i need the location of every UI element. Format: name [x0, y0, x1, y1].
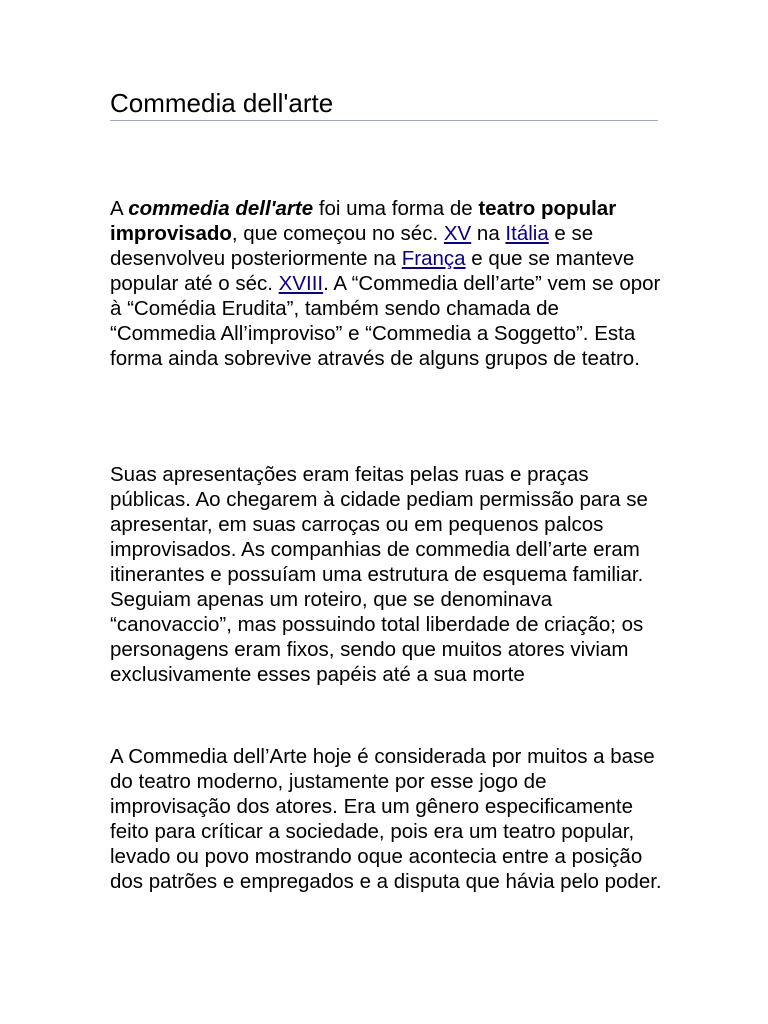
link-xviii[interactable]: XVIII	[278, 272, 324, 295]
intro-text-5: e se desenvolveu posteriormente na	[110, 222, 594, 270]
paragraph-teatro-moderno: A Commedia dell’Arte hoje é considerada por muitos a base do teatro moderno, justamente por esse jogo de improvisação dos atores. Era um gênero especificamente feito para críticar a sociedade, pois era um teatro popular, levado ou povo mostrando oque acontecia entre a posição dos patrões e empregados e a disputa que hávia pelo poder.	[110, 745, 662, 893]
intro-term-teatro: teatro popular improvisado	[110, 197, 617, 245]
link-franca[interactable]: França	[401, 247, 466, 270]
intro-text-3: , que começou no séc.	[231, 222, 444, 245]
intro-text-7: . A “Commedia dell’arte” vem se opor à “Comédia Erudita”, também sendo chamada de “Commedia All’improviso” e “Commedia a Soggetto”. Esta forma ainda sobrevive através de alguns grupos de teatro.	[110, 272, 661, 370]
intro-term-commedia: commedia dell'arte	[128, 197, 314, 220]
page-title: Commedia dell'arte	[110, 88, 334, 118]
link-xv[interactable]: XV	[443, 222, 472, 245]
intro-text-1: A	[110, 197, 129, 220]
intro-text-4: na	[471, 222, 506, 245]
paragraph-apresentacoes: Suas apresentações eram feitas pelas ruas e praças públicas. Ao chegarem à cidade pediam permissão para se apresentar, em suas carroças ou em pequenos palcos improvisados. As companhias de commedia dell’arte eram itinerantes e possuíam uma estrutura de esquema familiar. Seguiam apenas um roteiro, que se denominava “canovaccio”, mas possuindo total liberdade de criação; os personagens eram fixos, sendo que muitos atores viviam exclusivamente esses papéis até a sua morte	[110, 463, 648, 686]
title-divider	[110, 120, 658, 121]
link-italia[interactable]: Itália	[505, 222, 549, 245]
paragraph-intro	[110, 196, 662, 371]
intro-text-2: foi uma forma de	[313, 197, 479, 220]
intro-text-6: e que se manteve popular até o séc.	[110, 247, 635, 295]
